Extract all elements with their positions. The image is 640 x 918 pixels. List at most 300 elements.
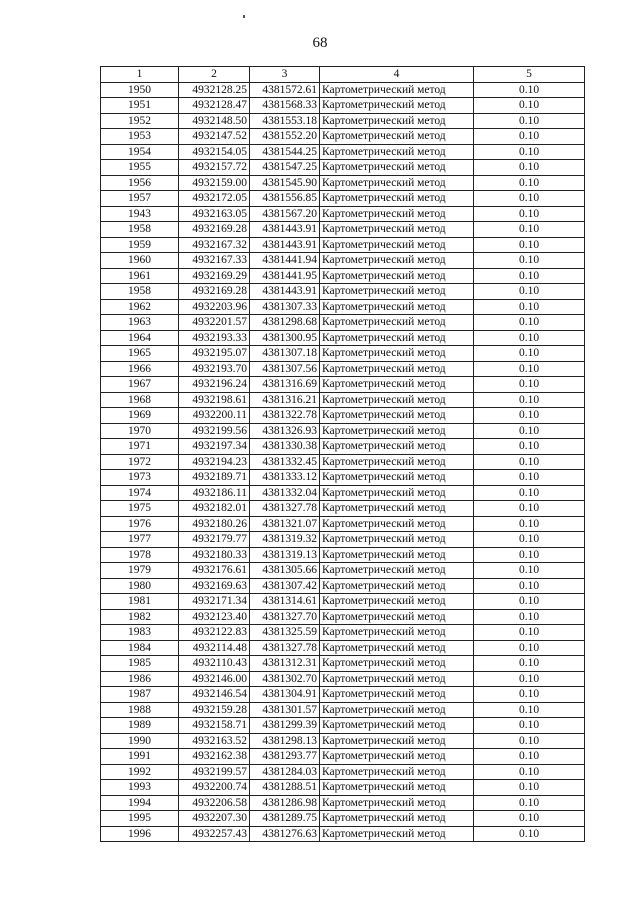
table-row — [101, 671, 585, 687]
table-row — [101, 718, 585, 734]
x-coordinate-cell: 4932158.71 — [179, 718, 250, 734]
method-cell: Картометрический метод — [320, 98, 474, 114]
y-coordinate-cell: 4381276.63 — [250, 826, 320, 842]
accuracy-cell: 0.10 — [474, 656, 585, 672]
method-cell: Картометрический метод — [320, 315, 474, 331]
x-coordinate-cell: 4932169.63 — [179, 578, 250, 594]
point-number-cell: 1974 — [101, 485, 179, 501]
accuracy-cell: 0.10 — [474, 578, 585, 594]
accuracy-cell: 0.10 — [474, 795, 585, 811]
method-cell: Картометрический метод — [320, 532, 474, 548]
accuracy-cell: 0.10 — [474, 702, 585, 718]
method-cell: Картометрический метод — [320, 175, 474, 191]
point-number-cell: 1952 — [101, 113, 179, 129]
y-coordinate-cell: 4381556.85 — [250, 191, 320, 207]
y-coordinate-cell: 4381330.38 — [250, 439, 320, 455]
method-cell: Картометрический метод — [320, 237, 474, 253]
method-cell: Картометрический метод — [320, 702, 474, 718]
x-coordinate-cell: 4932207.30 — [179, 811, 250, 827]
table-row — [101, 811, 585, 827]
accuracy-cell: 0.10 — [474, 826, 585, 842]
point-number-cell: 1979 — [101, 563, 179, 579]
x-coordinate-cell: 4932172.05 — [179, 191, 250, 207]
accuracy-cell: 0.10 — [474, 485, 585, 501]
table-row — [101, 315, 585, 331]
accuracy-cell: 0.10 — [474, 563, 585, 579]
y-coordinate-cell: 4381443.91 — [250, 237, 320, 253]
accuracy-cell: 0.10 — [474, 98, 585, 114]
accuracy-cell: 0.10 — [474, 454, 585, 470]
point-number-cell: 1985 — [101, 656, 179, 672]
method-cell: Картометрический метод — [320, 795, 474, 811]
table-row — [101, 284, 585, 300]
table-row — [101, 780, 585, 796]
method-cell: Картометрический метод — [320, 578, 474, 594]
accuracy-cell: 0.10 — [474, 113, 585, 129]
method-cell: Картометрический метод — [320, 625, 474, 641]
table-row — [101, 485, 585, 501]
x-coordinate-cell: 4932176.61 — [179, 563, 250, 579]
y-coordinate-cell: 4381316.69 — [250, 377, 320, 393]
point-number-cell: 1969 — [101, 408, 179, 424]
column-header: 4 — [320, 67, 474, 83]
table-row — [101, 826, 585, 842]
y-coordinate-cell: 4381299.39 — [250, 718, 320, 734]
point-number-cell: 1995 — [101, 811, 179, 827]
y-coordinate-cell: 4381547.25 — [250, 160, 320, 176]
point-number-cell: 1975 — [101, 501, 179, 517]
x-coordinate-cell: 4932162.38 — [179, 749, 250, 765]
point-number-cell: 1966 — [101, 361, 179, 377]
y-coordinate-cell: 4381307.18 — [250, 346, 320, 362]
method-cell: Картометрический метод — [320, 826, 474, 842]
accuracy-cell: 0.10 — [474, 222, 585, 238]
y-coordinate-cell: 4381327.70 — [250, 609, 320, 625]
y-coordinate-cell: 4381332.04 — [250, 485, 320, 501]
method-cell: Картометрический метод — [320, 284, 474, 300]
table-row — [101, 578, 585, 594]
x-coordinate-cell: 4932114.48 — [179, 640, 250, 656]
point-number-cell: 1956 — [101, 175, 179, 191]
point-number-cell: 1976 — [101, 516, 179, 532]
method-cell: Картометрический метод — [320, 485, 474, 501]
table-row — [101, 82, 585, 98]
accuracy-cell: 0.10 — [474, 749, 585, 765]
x-coordinate-cell: 4932179.77 — [179, 532, 250, 548]
x-coordinate-cell: 4932200.74 — [179, 780, 250, 796]
method-cell: Картометрический метод — [320, 439, 474, 455]
x-coordinate-cell: 4932147.52 — [179, 129, 250, 145]
method-cell: Картометрический метод — [320, 780, 474, 796]
x-coordinate-cell: 4932169.28 — [179, 284, 250, 300]
accuracy-cell: 0.10 — [474, 687, 585, 703]
point-number-cell: 1955 — [101, 160, 179, 176]
method-cell: Картометрический метод — [320, 501, 474, 517]
x-coordinate-cell: 4932193.70 — [179, 361, 250, 377]
accuracy-cell: 0.10 — [474, 392, 585, 408]
method-cell: Картометрический метод — [320, 129, 474, 145]
y-coordinate-cell: 4381304.91 — [250, 687, 320, 703]
table-row — [101, 656, 585, 672]
y-coordinate-cell: 4381307.42 — [250, 578, 320, 594]
method-cell: Картометрический метод — [320, 346, 474, 362]
table-row — [101, 687, 585, 703]
x-coordinate-cell: 4932197.34 — [179, 439, 250, 455]
y-coordinate-cell: 4381288.51 — [250, 780, 320, 796]
table-row — [101, 361, 585, 377]
table-row — [101, 346, 585, 362]
x-coordinate-cell: 4932199.57 — [179, 764, 250, 780]
accuracy-cell: 0.10 — [474, 811, 585, 827]
method-cell: Картометрический метод — [320, 206, 474, 222]
point-number-cell: 1960 — [101, 253, 179, 269]
y-coordinate-cell: 4381298.13 — [250, 733, 320, 749]
table-row — [101, 253, 585, 269]
point-number-cell: 1991 — [101, 749, 179, 765]
point-number-cell: 1983 — [101, 625, 179, 641]
x-coordinate-cell: 4932146.54 — [179, 687, 250, 703]
method-cell: Картометрический метод — [320, 330, 474, 346]
table-row — [101, 764, 585, 780]
y-coordinate-cell: 4381305.66 — [250, 563, 320, 579]
table-row — [101, 408, 585, 424]
x-coordinate-cell: 4932194.23 — [179, 454, 250, 470]
accuracy-cell: 0.10 — [474, 780, 585, 796]
accuracy-cell: 0.10 — [474, 299, 585, 315]
accuracy-cell: 0.10 — [474, 516, 585, 532]
y-coordinate-cell: 4381326.93 — [250, 423, 320, 439]
point-number-cell: 1986 — [101, 671, 179, 687]
y-coordinate-cell: 4381319.13 — [250, 547, 320, 563]
x-coordinate-cell: 4932180.26 — [179, 516, 250, 532]
method-cell: Картометрический метод — [320, 749, 474, 765]
y-coordinate-cell: 4381289.75 — [250, 811, 320, 827]
y-coordinate-cell: 4381544.25 — [250, 144, 320, 160]
accuracy-cell: 0.10 — [474, 330, 585, 346]
point-number-cell: 1977 — [101, 532, 179, 548]
scan-speck — [243, 15, 245, 18]
table-row — [101, 702, 585, 718]
y-coordinate-cell: 4381545.90 — [250, 175, 320, 191]
method-cell: Картометрический метод — [320, 764, 474, 780]
method-cell: Картометрический метод — [320, 160, 474, 176]
point-number-cell: 1961 — [101, 268, 179, 284]
y-coordinate-cell: 4381443.91 — [250, 284, 320, 300]
table-row — [101, 454, 585, 470]
y-coordinate-cell: 4381325.59 — [250, 625, 320, 641]
method-cell: Картометрический метод — [320, 563, 474, 579]
point-number-cell: 1943 — [101, 206, 179, 222]
point-number-cell: 1958 — [101, 284, 179, 300]
point-number-cell: 1978 — [101, 547, 179, 563]
x-coordinate-cell: 4932122.83 — [179, 625, 250, 641]
point-number-cell: 1988 — [101, 702, 179, 718]
y-coordinate-cell: 4381300.95 — [250, 330, 320, 346]
method-cell: Картометрический метод — [320, 547, 474, 563]
point-number-cell: 1984 — [101, 640, 179, 656]
x-coordinate-cell: 4932157.72 — [179, 160, 250, 176]
method-cell: Картометрический метод — [320, 594, 474, 610]
accuracy-cell: 0.10 — [474, 160, 585, 176]
table-row — [101, 423, 585, 439]
method-cell: Картометрический метод — [320, 191, 474, 207]
x-coordinate-cell: 4932203.96 — [179, 299, 250, 315]
table-row — [101, 268, 585, 284]
method-cell: Картометрический метод — [320, 222, 474, 238]
point-number-cell: 1957 — [101, 191, 179, 207]
x-coordinate-cell: 4932169.28 — [179, 222, 250, 238]
point-number-cell: 1958 — [101, 222, 179, 238]
method-cell: Картометрический метод — [320, 640, 474, 656]
point-number-cell: 1970 — [101, 423, 179, 439]
accuracy-cell: 0.10 — [474, 191, 585, 207]
x-coordinate-cell: 4932159.28 — [179, 702, 250, 718]
x-coordinate-cell: 4932180.33 — [179, 547, 250, 563]
point-number-cell: 1950 — [101, 82, 179, 98]
method-cell: Картометрический метод — [320, 733, 474, 749]
table-row — [101, 330, 585, 346]
accuracy-cell: 0.10 — [474, 361, 585, 377]
table-row — [101, 563, 585, 579]
accuracy-cell: 0.10 — [474, 346, 585, 362]
y-coordinate-cell: 4381321.07 — [250, 516, 320, 532]
point-number-cell: 1987 — [101, 687, 179, 703]
accuracy-cell: 0.10 — [474, 129, 585, 145]
x-coordinate-cell: 4932128.25 — [179, 82, 250, 98]
x-coordinate-cell: 4932163.52 — [179, 733, 250, 749]
y-coordinate-cell: 4381327.78 — [250, 640, 320, 656]
y-coordinate-cell: 4381286.98 — [250, 795, 320, 811]
x-coordinate-cell: 4932163.05 — [179, 206, 250, 222]
table-row — [101, 144, 585, 160]
table-row — [101, 392, 585, 408]
x-coordinate-cell: 4932159.00 — [179, 175, 250, 191]
method-cell: Картометрический метод — [320, 811, 474, 827]
method-cell: Картометрический метод — [320, 656, 474, 672]
accuracy-cell: 0.10 — [474, 609, 585, 625]
method-cell: Картометрический метод — [320, 144, 474, 160]
method-cell: Картометрический метод — [320, 361, 474, 377]
x-coordinate-cell: 4932257.43 — [179, 826, 250, 842]
method-cell: Картометрический метод — [320, 671, 474, 687]
y-coordinate-cell: 4381316.21 — [250, 392, 320, 408]
point-number-cell: 1996 — [101, 826, 179, 842]
point-number-cell: 1992 — [101, 764, 179, 780]
x-coordinate-cell: 4932154.05 — [179, 144, 250, 160]
x-coordinate-cell: 4932128.47 — [179, 98, 250, 114]
x-coordinate-cell: 4932199.56 — [179, 423, 250, 439]
x-coordinate-cell: 4932196.24 — [179, 377, 250, 393]
table-body — [101, 82, 585, 842]
column-header: 1 — [101, 67, 179, 83]
y-coordinate-cell: 4381568.33 — [250, 98, 320, 114]
method-cell: Картометрический метод — [320, 609, 474, 625]
y-coordinate-cell: 4381312.31 — [250, 656, 320, 672]
point-number-cell: 1963 — [101, 315, 179, 331]
point-number-cell: 1994 — [101, 795, 179, 811]
table-row — [101, 377, 585, 393]
method-cell: Картометрический метод — [320, 253, 474, 269]
y-coordinate-cell: 4381443.91 — [250, 222, 320, 238]
y-coordinate-cell: 4381332.45 — [250, 454, 320, 470]
point-number-cell: 1981 — [101, 594, 179, 610]
table-row — [101, 113, 585, 129]
x-coordinate-cell: 4932186.11 — [179, 485, 250, 501]
column-header: 2 — [179, 67, 250, 83]
table-row — [101, 98, 585, 114]
y-coordinate-cell: 4381333.12 — [250, 470, 320, 486]
method-cell: Картометрический метод — [320, 392, 474, 408]
accuracy-cell: 0.10 — [474, 253, 585, 269]
y-coordinate-cell: 4381441.95 — [250, 268, 320, 284]
point-number-cell: 1954 — [101, 144, 179, 160]
table-row — [101, 222, 585, 238]
column-header: 3 — [250, 67, 320, 83]
point-number-cell: 1951 — [101, 98, 179, 114]
x-coordinate-cell: 4932167.33 — [179, 253, 250, 269]
method-cell: Картометрический метод — [320, 718, 474, 734]
y-coordinate-cell: 4381302.70 — [250, 671, 320, 687]
x-coordinate-cell: 4932193.33 — [179, 330, 250, 346]
accuracy-cell: 0.10 — [474, 408, 585, 424]
x-coordinate-cell: 4932148.50 — [179, 113, 250, 129]
accuracy-cell: 0.10 — [474, 718, 585, 734]
accuracy-cell: 0.10 — [474, 532, 585, 548]
point-number-cell: 1972 — [101, 454, 179, 470]
method-cell: Картометрический метод — [320, 268, 474, 284]
table-row — [101, 191, 585, 207]
x-coordinate-cell: 4932206.58 — [179, 795, 250, 811]
y-coordinate-cell: 4381567.20 — [250, 206, 320, 222]
x-coordinate-cell: 4932195.07 — [179, 346, 250, 362]
accuracy-cell: 0.10 — [474, 764, 585, 780]
point-number-cell: 1980 — [101, 578, 179, 594]
x-coordinate-cell: 4932146.00 — [179, 671, 250, 687]
point-number-cell: 1993 — [101, 780, 179, 796]
x-coordinate-cell: 4932171.34 — [179, 594, 250, 610]
accuracy-cell: 0.10 — [474, 594, 585, 610]
column-header: 5 — [474, 67, 585, 83]
x-coordinate-cell: 4932110.43 — [179, 656, 250, 672]
table-header-row — [101, 67, 585, 83]
table-row — [101, 594, 585, 610]
table-row — [101, 470, 585, 486]
table-row — [101, 547, 585, 563]
method-cell: Картометрический метод — [320, 113, 474, 129]
y-coordinate-cell: 4381314.61 — [250, 594, 320, 610]
accuracy-cell: 0.10 — [474, 284, 585, 300]
y-coordinate-cell: 4381322.78 — [250, 408, 320, 424]
method-cell: Картометрический метод — [320, 516, 474, 532]
method-cell: Картометрический метод — [320, 408, 474, 424]
accuracy-cell: 0.10 — [474, 625, 585, 641]
table-row — [101, 501, 585, 517]
y-coordinate-cell: 4381327.78 — [250, 501, 320, 517]
x-coordinate-cell: 4932189.71 — [179, 470, 250, 486]
accuracy-cell: 0.10 — [474, 144, 585, 160]
x-coordinate-cell: 4932182.01 — [179, 501, 250, 517]
method-cell: Картометрический метод — [320, 82, 474, 98]
table-row — [101, 160, 585, 176]
method-cell: Картометрический метод — [320, 377, 474, 393]
y-coordinate-cell: 4381298.68 — [250, 315, 320, 331]
accuracy-cell: 0.10 — [474, 206, 585, 222]
x-coordinate-cell: 4932169.29 — [179, 268, 250, 284]
y-coordinate-cell: 4381307.56 — [250, 361, 320, 377]
accuracy-cell: 0.10 — [474, 640, 585, 656]
accuracy-cell: 0.10 — [474, 315, 585, 331]
accuracy-cell: 0.10 — [474, 671, 585, 687]
x-coordinate-cell: 4932200.11 — [179, 408, 250, 424]
point-number-cell: 1965 — [101, 346, 179, 362]
table-row — [101, 439, 585, 455]
accuracy-cell: 0.10 — [474, 470, 585, 486]
point-number-cell: 1990 — [101, 733, 179, 749]
x-coordinate-cell: 4932123.40 — [179, 609, 250, 625]
x-coordinate-cell: 4932198.61 — [179, 392, 250, 408]
method-cell: Картометрический метод — [320, 687, 474, 703]
accuracy-cell: 0.10 — [474, 175, 585, 191]
method-cell: Картометрический метод — [320, 470, 474, 486]
table-row — [101, 206, 585, 222]
table-row — [101, 299, 585, 315]
table-row — [101, 640, 585, 656]
accuracy-cell: 0.10 — [474, 82, 585, 98]
y-coordinate-cell: 4381301.57 — [250, 702, 320, 718]
point-number-cell: 1973 — [101, 470, 179, 486]
accuracy-cell: 0.10 — [474, 501, 585, 517]
point-number-cell: 1982 — [101, 609, 179, 625]
point-number-cell: 1971 — [101, 439, 179, 455]
point-number-cell: 1962 — [101, 299, 179, 315]
table-row — [101, 516, 585, 532]
table-row — [101, 795, 585, 811]
point-number-cell: 1967 — [101, 377, 179, 393]
point-number-cell: 1953 — [101, 129, 179, 145]
x-coordinate-cell: 4932201.57 — [179, 315, 250, 331]
point-number-cell: 1989 — [101, 718, 179, 734]
accuracy-cell: 0.10 — [474, 377, 585, 393]
table-row — [101, 609, 585, 625]
point-number-cell: 1959 — [101, 237, 179, 253]
y-coordinate-cell: 4381319.32 — [250, 532, 320, 548]
table-row — [101, 625, 585, 641]
method-cell: Картометрический метод — [320, 299, 474, 315]
table-row — [101, 749, 585, 765]
y-coordinate-cell: 4381552.20 — [250, 129, 320, 145]
method-cell: Картометрический метод — [320, 454, 474, 470]
method-cell: Картометрический метод — [320, 423, 474, 439]
y-coordinate-cell: 4381553.18 — [250, 113, 320, 129]
table-row — [101, 237, 585, 253]
y-coordinate-cell: 4381441.94 — [250, 253, 320, 269]
accuracy-cell: 0.10 — [474, 423, 585, 439]
point-number-cell: 1968 — [101, 392, 179, 408]
table-row — [101, 175, 585, 191]
accuracy-cell: 0.10 — [474, 733, 585, 749]
y-coordinate-cell: 4381307.33 — [250, 299, 320, 315]
table-row — [101, 129, 585, 145]
point-number-cell: 1964 — [101, 330, 179, 346]
page-number: 68 — [312, 35, 328, 51]
accuracy-cell: 0.10 — [474, 268, 585, 284]
x-coordinate-cell: 4932167.32 — [179, 237, 250, 253]
y-coordinate-cell: 4381293.77 — [250, 749, 320, 765]
y-coordinate-cell: 4381572.61 — [250, 82, 320, 98]
accuracy-cell: 0.10 — [474, 237, 585, 253]
coordinates-table — [100, 66, 585, 842]
table-row — [101, 532, 585, 548]
